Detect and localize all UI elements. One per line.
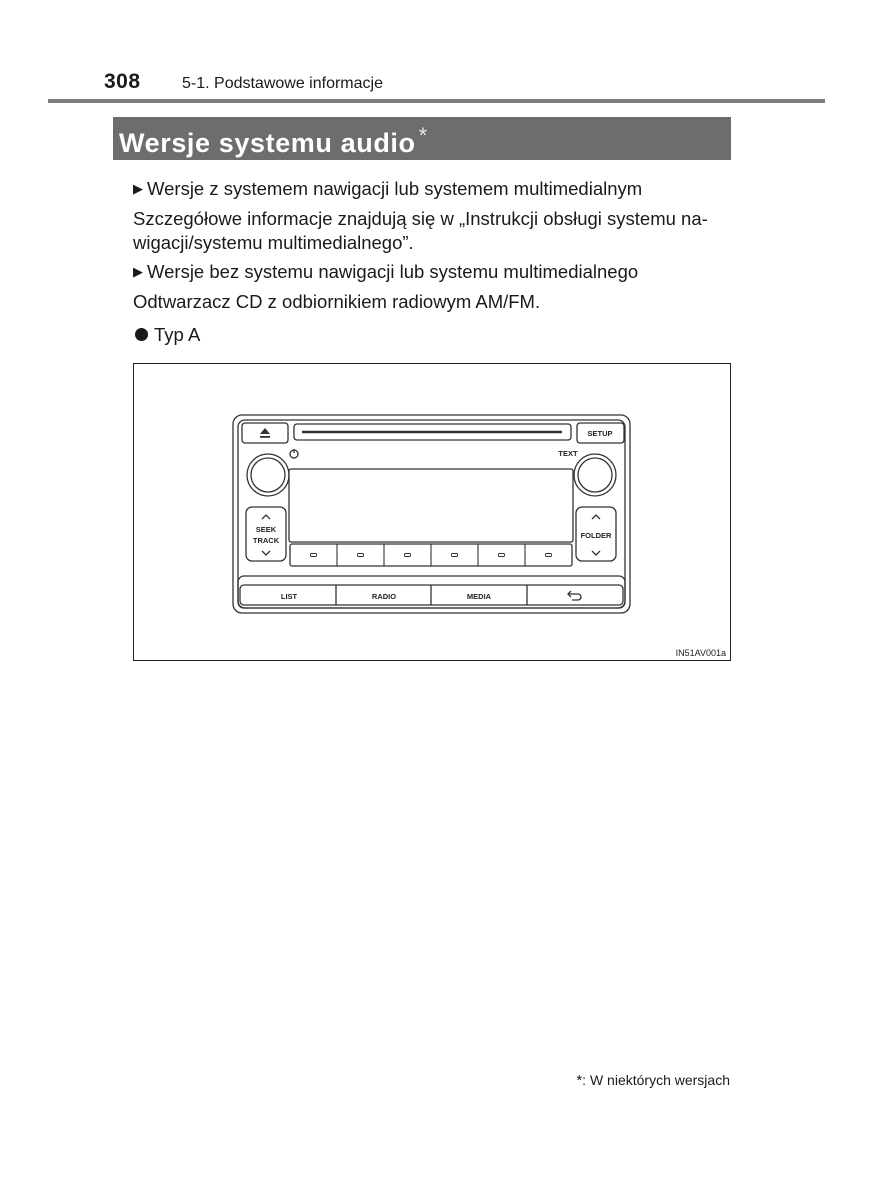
list-item-nav-text: Wersje z systemem nawigacji lub systemem multimedialnym <box>147 178 643 199</box>
footnote-text: : W niektórych wersjach <box>582 1072 730 1088</box>
bullet-item <box>133 323 200 347</box>
list-item-no-nav-text: Wersje bez systemu nawigacji lub systemu multimedialnego <box>147 261 639 282</box>
unit-housing <box>233 415 630 613</box>
footnote-asterisk: * <box>576 1072 583 1089</box>
eject-icon <box>260 428 270 434</box>
preset-button-indicator <box>546 554 552 557</box>
list-item-no-nav <box>133 260 638 286</box>
tune-knob-outer <box>574 454 616 496</box>
folder-label: FOLDER <box>580 531 612 540</box>
header-divider <box>48 99 825 103</box>
seek-label: SEEK <box>255 525 277 534</box>
audio-unit-drawing <box>134 364 730 660</box>
preset-button-indicator <box>358 554 364 557</box>
back-icon <box>568 594 581 600</box>
volume-knob <box>251 458 285 492</box>
setup-label: SETUP <box>587 429 613 438</box>
list-label: LIST <box>280 592 298 601</box>
audio-unit-figure <box>133 363 731 661</box>
paragraph-line: wigacji/systemu multimedialnego”. <box>133 232 414 253</box>
tune-knob <box>578 458 612 492</box>
page-title <box>119 123 428 159</box>
radio-label: RADIO <box>371 592 397 601</box>
title-bar <box>113 117 731 160</box>
preset-button-indicator <box>452 554 458 557</box>
paragraph-line: Szczegółowe informacje znajdują się w „Instrukcji obsługi systemu na- <box>133 208 708 229</box>
round-bullet-icon <box>135 328 148 341</box>
title-asterisk: * <box>418 123 428 148</box>
bullet-item-text: Typ A <box>154 324 201 345</box>
paragraph-line: Odtwarzacz CD z odbiornikiem radiowym AM/FM. <box>133 291 541 312</box>
list-item-nav <box>133 177 642 203</box>
volume-knob-outer <box>247 454 289 496</box>
text-label: TEXT <box>558 449 578 458</box>
preset-button-indicator <box>311 554 317 557</box>
preset-button-indicator <box>405 554 411 557</box>
page-title-text: Wersje systemu audio <box>119 128 416 158</box>
footnote <box>576 1072 730 1089</box>
triangle-bullet-icon: ▶ <box>133 264 143 279</box>
triangle-bullet-icon: ▶ <box>133 181 143 196</box>
media-label: MEDIA <box>466 592 492 601</box>
section-header: 5-1. Podstawowe informacje <box>182 75 383 92</box>
figure-code: IN51AV001a <box>675 648 726 658</box>
display <box>289 469 573 542</box>
preset-buttons <box>311 544 552 566</box>
preset-button-indicator <box>499 554 505 557</box>
track-label: TRACK <box>252 536 280 545</box>
page-number: 308 <box>104 70 141 93</box>
